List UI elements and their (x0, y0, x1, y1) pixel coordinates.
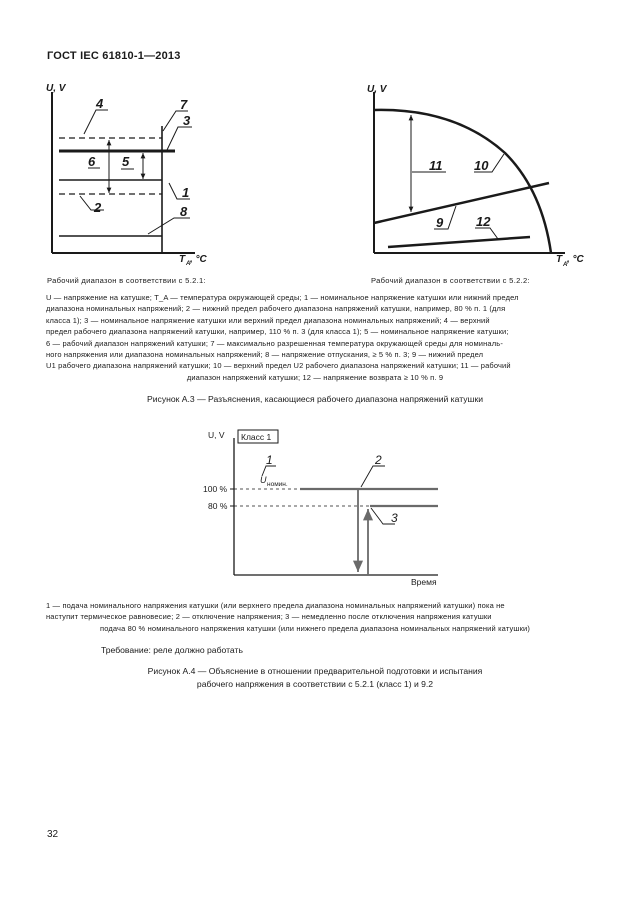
u-nominal-label (260, 475, 288, 488)
label-3: 3 (183, 113, 191, 128)
label-4: 4 (96, 96, 104, 111)
requirement-text: Требование: реле должно работать (101, 645, 243, 655)
label-2: 2 (94, 200, 102, 215)
leader-2 (361, 466, 385, 487)
svg-text:U: U (260, 475, 267, 485)
label-12: 12 (476, 214, 491, 229)
document-header: ГОСТ IEC 61810-1—2013 (47, 50, 181, 62)
figure-a4-title-line1: Рисунок А.4 — Объяснение в отношении предварительной подготовки и испытания (147, 666, 483, 676)
legend-line: диапазона номинальных напряжений; 2 — нижний предел рабочего диапазона напряжений катушки, например, 80 % п. 1 (для (46, 304, 506, 314)
label-5: 5 (122, 154, 130, 169)
svg-text:T: T (179, 254, 186, 265)
svg-text:A: A (186, 261, 191, 267)
svg-text:T: T (556, 254, 563, 265)
svg-text:, °C: , °C (190, 254, 207, 265)
label-2: 2 (375, 453, 382, 467)
label-11: 11 (429, 158, 443, 173)
label-9: 9 (436, 215, 444, 230)
label-10: 10 (474, 158, 489, 173)
page-number: 32 (47, 829, 59, 840)
label-7: 7 (180, 97, 188, 112)
legend-line: подача 80 % номинального напряжения катушки (или нижнего предела диапазона номинальных напряжений катушки) (99, 623, 530, 633)
legend-line: 6 — рабочий диапазон напряжений катушки; 7 — максимально разрешенная температура окружающей среды для номиналь- (46, 338, 503, 348)
y-axis-label: U, V (46, 83, 66, 94)
legend-line: 1 — подача номинального напряжения катушки (или верхнего предела диапазона номинальных напряжений катушки) пока не (46, 601, 505, 610)
tick-label-80: 80 % (208, 501, 228, 511)
label-1: 1 (182, 185, 190, 200)
left-diagram-caption: Рабочий диапазон в соответствии с 5.2.1: (47, 276, 206, 285)
label-3: 3 (391, 511, 398, 525)
class-box-label: Класс 1 (241, 432, 272, 442)
x-axis-label: Время (411, 577, 437, 587)
legend-line: U — напряжение на катушке; T_A — температура окружающей среды; 1 — номинальное напряжение катушки или нижний предел (46, 293, 519, 302)
tick-label-100: 100 % (203, 484, 228, 494)
label-6: 6 (88, 154, 96, 169)
legend-line: класса 1); 3 — номинальное напряжение катушки или верхний предел диапазона номинальных напряжений; 4 — верхний (46, 315, 490, 325)
right-diagram-caption: Рабочий диапазон в соответствии с 5.2.2: (371, 276, 530, 285)
label-8: 8 (180, 204, 188, 219)
legend-line: диапазон напряжений катушки; 12 — напряжение возврата ≥ 10 % п. 9 (186, 372, 444, 382)
figure-a4-legend (46, 600, 584, 634)
svg-text:, °C: , °C (567, 254, 584, 265)
svg-text:номин.: номин. (267, 481, 288, 488)
figure-a3-title: Рисунок А.3 — Разъяснения, касающиеся рабочего диапазона напряжений катушки (146, 394, 484, 404)
legend-line: наступит термическое равновесие; 2 — отключение напряжения; 3 — немедленно после отключения напряжения катушки (46, 612, 492, 622)
y-axis-label: U, V (367, 84, 387, 95)
label-1: 1 (266, 453, 273, 467)
svg-text:A: A (563, 262, 568, 268)
y-axis-label: U, V (208, 430, 225, 440)
legend-line: предел рабочего диапазона напряжений катушки, например, 110 % п. 3 (для класса 1); 5 — номинальное напряжение катушки; (46, 327, 509, 337)
figure-a4-title-line2: рабочего напряжения в соответствии с 5.2.1 (класс 1) и 9.2 (196, 679, 434, 689)
legend-line: U1 рабочего диапазона напряжений катушки; 10 — верхний предел U2 рабочего диапазона напряжений катушки; 11 — рабочий (46, 361, 511, 371)
legend-line: ного напряжения или диапазона номинальных напряжений; 8 — напряжение отпускания, ≥ 5 % п. 3; 9 — нижний предел (46, 350, 484, 360)
